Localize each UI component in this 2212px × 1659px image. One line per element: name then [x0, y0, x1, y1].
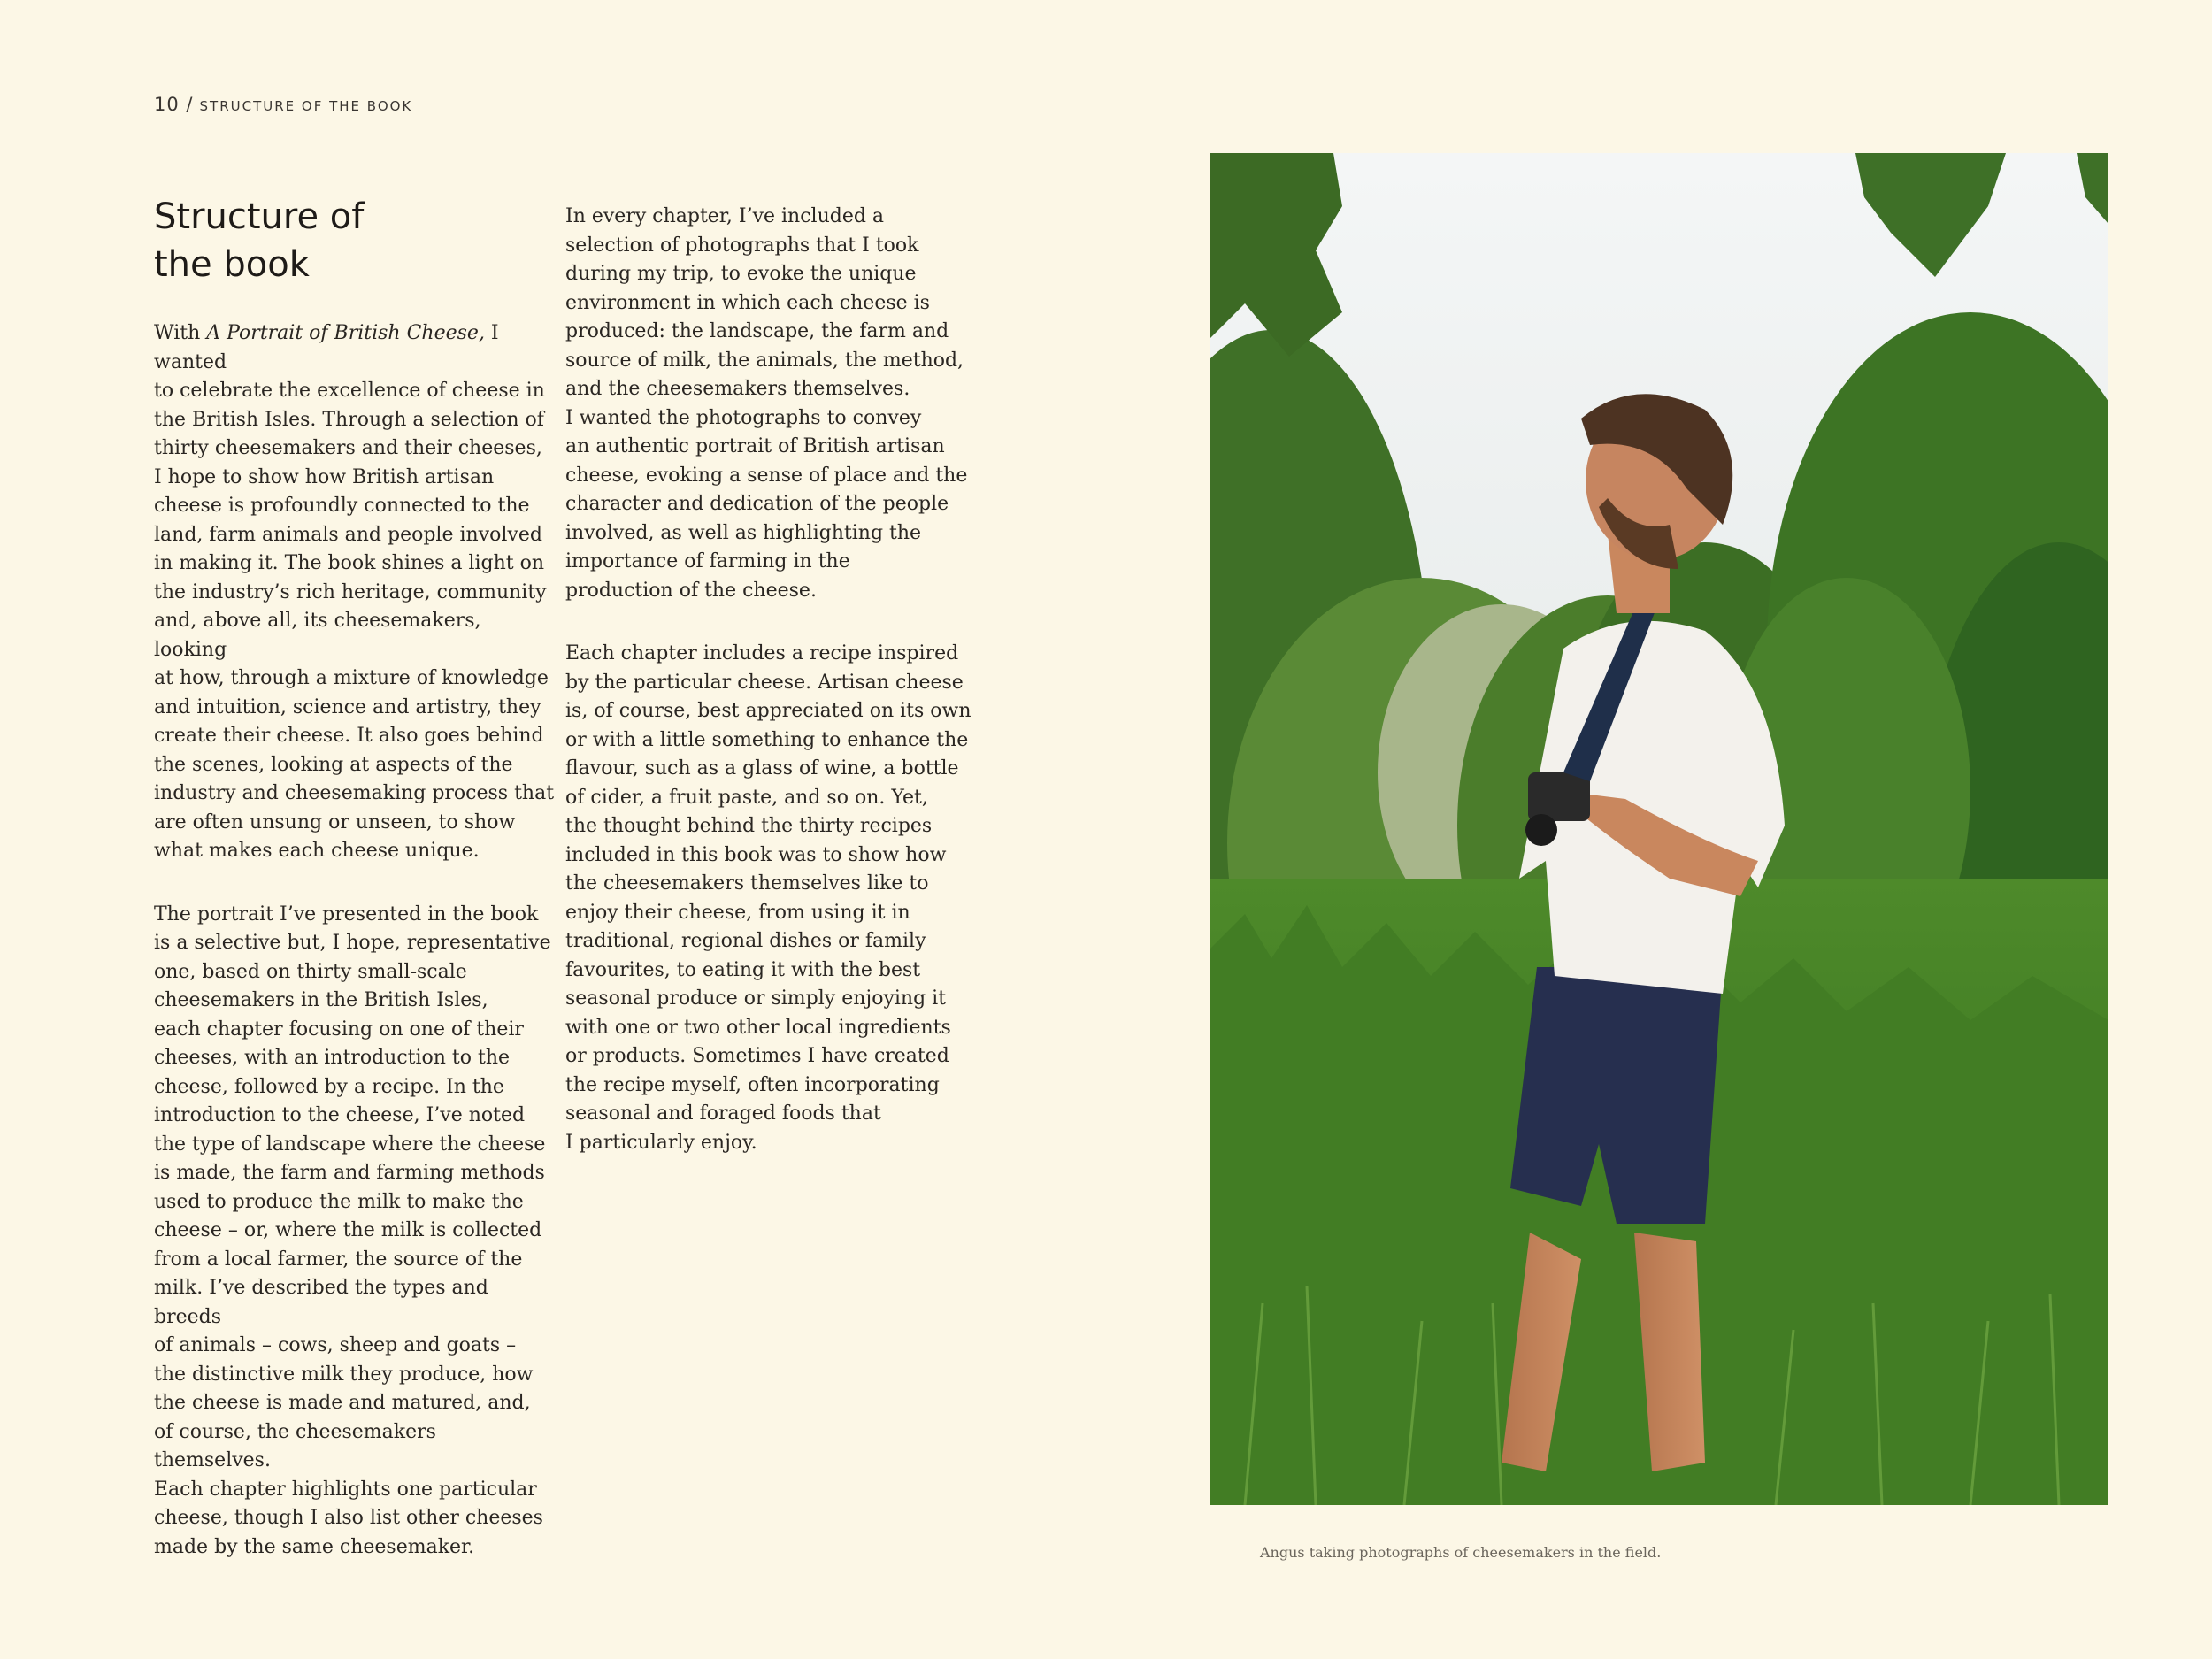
title-line: the book: [154, 244, 310, 285]
body-column-left: [154, 319, 557, 1596]
paragraph: [154, 319, 557, 866]
paragraph: In every chapter, I’ve included a selection of photographs that I took during my trip, to evoke the unique environment in which each cheese is produced: the landscape, the farm and source of milk, the animals, the method, and the cheesemakers themselves. I wanted the photographs to convey an authentic portrait of British artisan cheese, evoking a sense of place and the character and dedication of the people involved, as well as highlighting the importance of farming in the production of the cheese.: [565, 205, 968, 602]
running-head: [154, 94, 412, 115]
page-title: [154, 193, 543, 288]
text-run: With: [154, 322, 207, 344]
photo-angus-in-field: [1210, 153, 2108, 1505]
body-column-right: [565, 203, 972, 1192]
paragraph: Each chapter includes a recipe inspired by the particular cheese. Artisan cheese is, of course, best appreciated on its own or with a little something to enhance the flavour, such as a glass of wine, a bottle of cider, a fruit paste, and so on. Yet, the thought behind the thirty recipes included in this book was to show how the cheesemakers themselves like to enjoy their cheese, from using it in traditional, regional dishes or family favourites, to eating it with the best seasonal produce or simply enjoying it with one or two other local ingredients or products. Sometimes I have created the recipe myself, often incorporating seasonal and foraged foods that I particularly enjoy.: [565, 642, 972, 1154]
book-title-italic: A Portrait of British Cheese,: [206, 322, 485, 344]
text-run: I wanted to celebrate the excellence of cheese in the British Isles. Through a selection of thirty cheesemakers and their cheeses, I hope to show how British artisan cheese is profoundly connected to the land, farm animals and people involved in making it. The book shines a light on the industry’s rich heritage, community and, above all, its cheesemakers, looking at how, through a mixture of knowledge and intuition, science and artistry, they create their cheese. It also goes behind the scenes, looking at aspects of the industry and cheesemaking process that are often unsung or unseen, to show what makes each cheese unique.: [154, 322, 555, 862]
running-head-section: STRUCTURE OF THE BOOK: [199, 98, 413, 114]
page-number: 10 /: [154, 94, 194, 115]
photo-caption: Angus taking photographs of cheesemakers in the field.: [1260, 1544, 1662, 1561]
title-line: Structure of: [154, 196, 365, 237]
paragraph: The portrait I’ve presented in the book is a selective but, I hope, representative one, based on thirty small-scale cheesemakers in the British Isles, each chapter focusing on one of their cheeses, with an introduction to the cheese, followed by a recipe. In the introduction to the cheese, I’ve noted the type of landscape where the cheese is made, the farm and farming methods used to produce the milk to make the cheese – or, where the milk is collected from a local farmer, the source of the milk. I’ve described the types and breeds of animals – cows, sheep and goats – the distinctive milk they produce, how the cheese is made and matured, and, of course, the cheesemakers themselves. Each chapter highlights one particular cheese, though I also list other cheeses made by the same cheesemaker.: [154, 902, 551, 1558]
